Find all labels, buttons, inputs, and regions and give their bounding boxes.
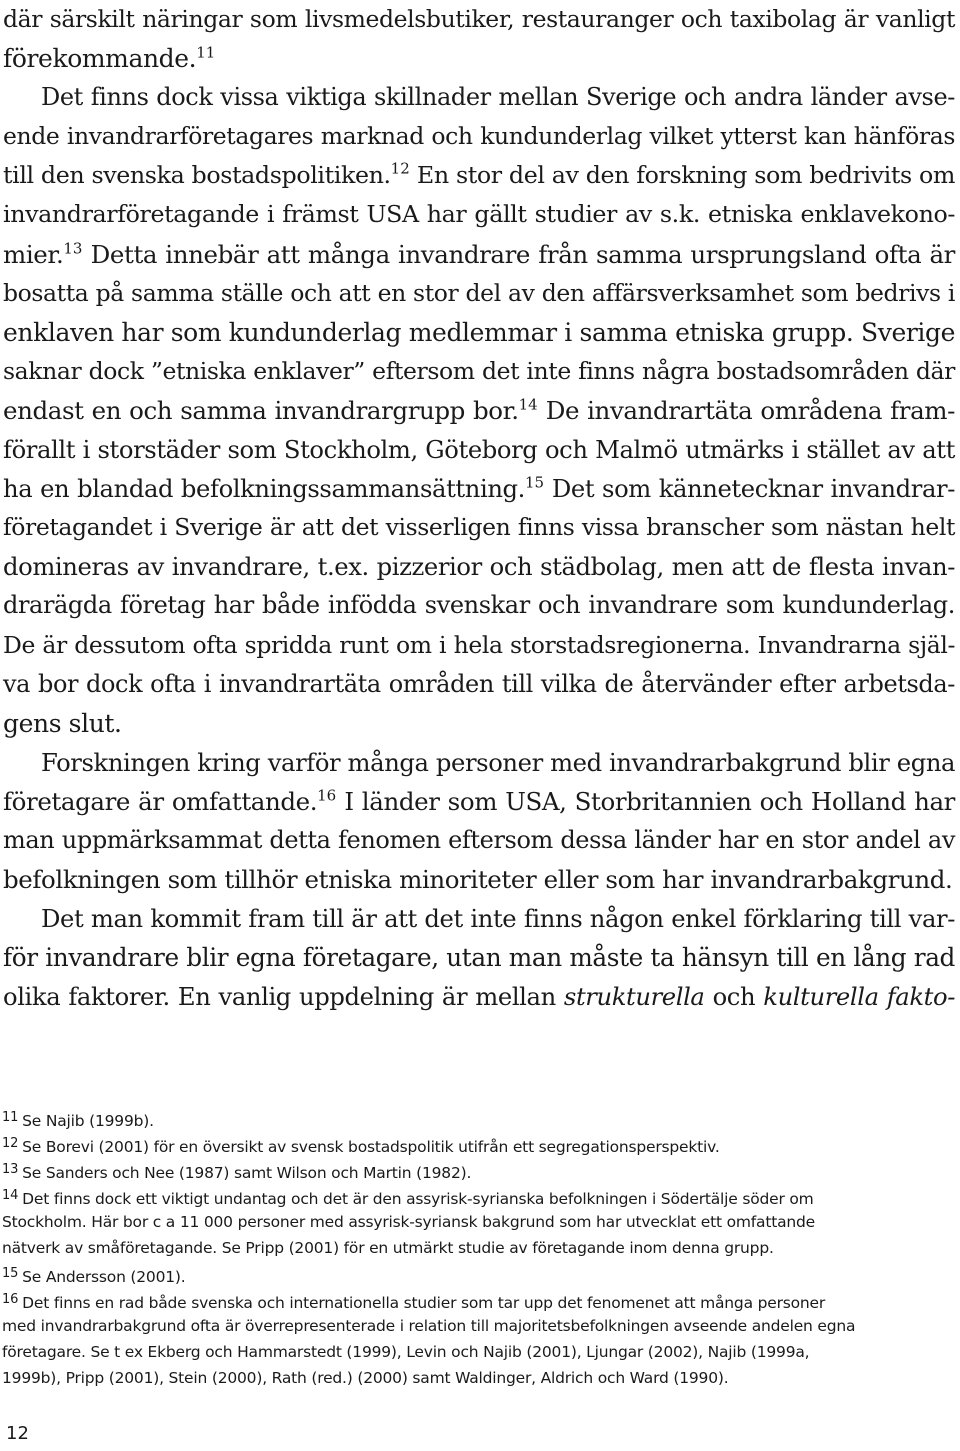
text-line: för invandrare blir egna företagare, utan man måste ta hänsyn till en lång rad [3,943,955,973]
text-line: De är dessutom ofta spridda runt om i hela storstadsregionerna. Invandrarna själ- [3,630,955,659]
footnotes [2,1105,955,1391]
footnote-continuation: företagare. Se t ex Ekberg och Hammarstedt (1999), Levin och Najib (2001), Ljungar (2002), Najib (1999a, [2,1343,810,1361]
footnote: $^{15}$ Se Andersson (2001). [2,1266,186,1287]
footnote-continuation: med invandrarbakgrund ofta är överrepresenterade i relation till majoritetsbefolkningen avseende andelen egna [2,1317,856,1335]
text-line: ha en blandad befolkningssammansättning.$^{15}$ Det som kännetecknar invandrar- [3,473,955,504]
text-line: företagandet i Sverige är att det visserligen finns vissa branscher som nästan helt [3,513,955,542]
footnote-ref: 12 [390,159,410,178]
text-line: förekommande.$^{11}$ [3,43,216,74]
footnote-ref: 16 [317,786,337,805]
footnote-ref: 15 [524,473,545,492]
footnote-ref: 14 [518,395,538,414]
footnote: $^{12}$ Se Borevi (2001) för en översikt av svensk bostadspolitik utifrån ett segregationsperspektiv. [2,1136,720,1157]
footnote-continuation: nätverk av småföretagande. Se Pripp (2001) för en utmärkt studie av företagande inom denna grupp. [2,1239,774,1257]
text-line: drarägda företag har både infödda svenskar och invandrare som kundunderlag. [3,591,955,620]
italic-term: strukturella [563,982,705,1012]
text-line: bosatta på samma ställe och att en stor del av den affärsverksamhet som bedrivs i [3,278,955,307]
footnote-ref: 13 [63,238,83,257]
text-line: va bor dock ofta i invandrartäta områden till vilka de återvänder efter arbetsda- [3,669,955,698]
italic-term: kulturella fakto- [763,982,956,1012]
footnote: $^{16}$ Det finns en rad både svenska och internationella studier som tar upp det fenomenet att många personer [2,1292,826,1313]
text-line: domineras av invandrare, t.ex. pizzerior och städbolag, men att de flesta invan- [3,552,955,582]
text-line: invandrarföretagande i främst USA har gällt studier av s.k. etniska enklavekono- [3,200,955,229]
text-line: där särskilt näringar som livsmedelsbutiker, restauranger och taxibolag är vanligt [3,5,955,33]
page-number: 12 [6,1423,29,1444]
text-line: till den svenska bostadspolitiken.$^{12}$ En stor del av den forskning som bedrivits om [3,159,955,190]
footnote: $^{14}$ Det finns dock ett viktigt undantag och det är den assyrisk-syrianska befolkningen i Södertälje söder om [2,1188,814,1209]
footnote: $^{13}$ Se Sanders och Nee (1987) samt Wilson och Martin (1982). [2,1162,472,1183]
text-line: saknar dock ”etniska enklaver” eftersom det inte finns några bostadsområden där [3,356,955,385]
text-line: ende invandrarföretagares marknad och kundunderlag vilket ytterst kan hänföras [3,122,955,151]
text-line: Det finns dock vissa viktiga skillnader mellan Sverige och andra länder avse- [41,83,955,112]
text-line: befolkningen som tillhör etniska minoriteter eller som har invandrarbakgrund. [3,865,953,895]
text-line: gens slut. [3,708,122,738]
text-line: olika faktorer. En vanlig uppdelning är mellan strukturella och kulturella fakto- [3,982,956,1012]
footnote-continuation: Stockholm. Här bor c a 11 000 personer med assyrisk-syriansk bakgrund som har utvecklat ett omfattande [2,1213,815,1231]
footnote: $^{11}$ Se Najib (1999b). [2,1110,154,1131]
text-line: man uppmärksammat detta fenomen eftersom dessa länder har en stor andel av [3,825,955,854]
text-line: Forskningen kring varför många personer med invandrarbakgrund blir egna [41,747,956,777]
text-line: förallt i storstäder som Stockholm, Göteborg och Malmö utmärks i stället av att [3,435,955,465]
text-line: företagare är omfattande.$^{16}$ I länder som USA, Storbritannien och Holland har [3,786,955,816]
text-line: Det man kommit fram till är att det inte finns någon enkel förklaring till var- [41,904,955,934]
text-line: mier.$^{13}$ Detta innebär att många invandrare från samma ursprungsland ofta är [3,238,955,269]
body-text [3,0,955,1016]
footnote-continuation: 1999b), Pripp (2001), Stein (2000), Rath (red.) (2000) samt Waldinger, Aldrich och Ward (1990). [2,1369,729,1387]
text-line: enklaven har som kundunderlag medlemmar i samma etniska grupp. Sverige [3,317,955,347]
footnote-ref: 11 [196,43,216,62]
text-line: endast en och samma invandrargrupp bor.$^{14}$ De invandrartäta områdena fram- [3,395,956,425]
